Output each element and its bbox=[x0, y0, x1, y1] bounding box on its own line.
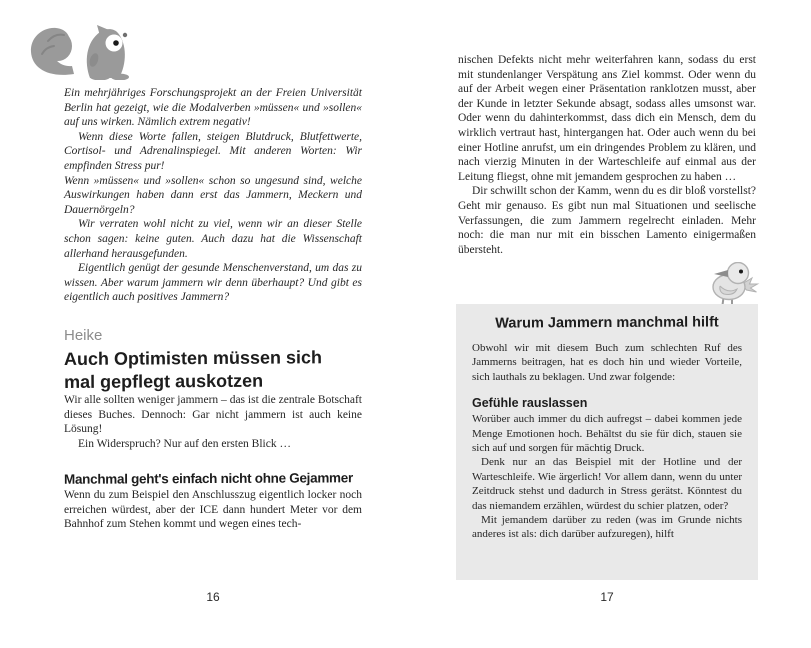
body-paragraph: nischen Defekts nicht mehr weiterfahren kann, sodass du erst mit stundenlanger Verspätung ans Ziel kommst. Oder wenn du auf der Arbeit wegen einer Präsentation ranklotzen musst, aber der Kunde in letzter Sekunde absagt, sodass alles umsonst war. Oder wenn du dahinterkommst, dass dich ein Mensch, dem du wirklich vertraut hast, hintergangen hat. Oder auch wenn du bei einer Hotline anrufst, um ein dringendes Problem zu klären, und nach vierzig Minuten in der Warteschleife auf einmal aus der Leitung fliegst, ohne mit jemandem gesprochen zu haben … bbox=[458, 54, 756, 183]
left-page bbox=[64, 86, 362, 532]
info-box-subheading: Gefühle rauslassen bbox=[472, 396, 588, 411]
section-heading: Manchmal geht's einfach nicht ohne Gejammer bbox=[63, 470, 353, 488]
intro-paragraph: Wir verraten wohl nicht zu viel, wenn wir an dieser Stelle schon sagen: keine guten. Auch dazu hat die Wissenschaft allerhand herausgefunden. bbox=[64, 218, 362, 260]
bird-icon bbox=[696, 262, 768, 308]
chapter-title bbox=[64, 346, 362, 394]
info-box-title: Warum Jammern manchmal hilft bbox=[495, 314, 719, 332]
squirrel-icon bbox=[28, 24, 140, 80]
page-number-left: 16 bbox=[206, 590, 220, 604]
intro-paragraph: Wenn diese Worte fallen, steigen Blutdruck, Blutfettwerte, Cortisol- und Adrenalinspiegel. Mit anderen Worten: Wir empfinden Stress pur! bbox=[64, 130, 362, 172]
section-paragraph: Wenn du zum Beispiel den Anschlusszug eigentlich locker noch erreichen würdest, aber der ICE dann hundert Meter vor dem Bahnhof zum Stehen kommt und wegen eines tech- bbox=[64, 489, 362, 531]
chapter-title-line: Auch Optimisten müssen sich bbox=[63, 347, 323, 369]
intro-paragraph: Wenn »müssen« und »sollen« schon so ungesund sind, welche Auswirkungen haben dann erst das Jammern, Meckern und Dauernörgeln? bbox=[64, 174, 362, 216]
info-box bbox=[456, 304, 758, 580]
body-paragraph: Wir alle sollten weniger jammern – das ist die zentrale Botschaft dieses Buches. Dennoch: Gar nicht jammern ist auch keine Lösung! bbox=[64, 393, 362, 436]
intro-paragraph: Eigentlich genügt der gesunde Menschenverstand, um das zu wissen. Aber warum jammern wir denn überhaupt? Und gibt es eigentlich auch positives Jammern? bbox=[64, 262, 362, 304]
page-number-right: 17 bbox=[600, 590, 614, 604]
intro-paragraph: Ein mehrjähriges Forschungsprojekt an der Freien Universität Berlin hat gezeigt, wie die Modalverben »müssen« und »sollen« auf uns wirken. Nämlich extrem negativ! bbox=[64, 87, 362, 129]
author-name: Heike bbox=[64, 326, 103, 344]
info-box-paragraph: Worüber auch immer du dich aufregst – dabei kommen jede Menge Emotionen hoch. Behältst du sie für dich, stauen sie sich auf und sorgen für mächtig Druck. bbox=[472, 413, 742, 455]
body-paragraph: Ein Widerspruch? Nur auf den ersten Blick … bbox=[78, 437, 291, 450]
info-box-intro: Obwohl wir mit diesem Buch zum schlechten Ruf des Jammerns beitragen, hat es doch hin und wieder Vorteile, sich lauthals zu beklagen. Und zwar folgende: bbox=[472, 342, 742, 383]
info-box-paragraph: Denk nur an das Beispiel mit der Hotline und der Warteschleife. Wie ärgerlich! Vor allem dann, wenn du unter Zeitdruck stehst und dadurch in Stress gerätst. Könntest du das niemandem erzählen, würdest du schier platzen, oder? bbox=[472, 456, 742, 512]
chapter-title-line: mal gepflegt auskotzen bbox=[64, 370, 264, 392]
right-page bbox=[458, 53, 756, 257]
info-box-paragraph: Mit jemandem darüber zu reden (was im Grunde nichts anderes ist als: dich darüber aufzuregen), hilft bbox=[472, 514, 742, 541]
body-paragraph: Dir schwillt schon der Kamm, wenn du es dir bloß vorstellst? Geht mir genauso. Es gibt nun mal Situationen und seelische Verfassungen, die zum Jammern regelrecht einladen. Mehr noch: die man nur mit ein bisschen Lamento einigermaßen übersteht. bbox=[458, 185, 756, 256]
